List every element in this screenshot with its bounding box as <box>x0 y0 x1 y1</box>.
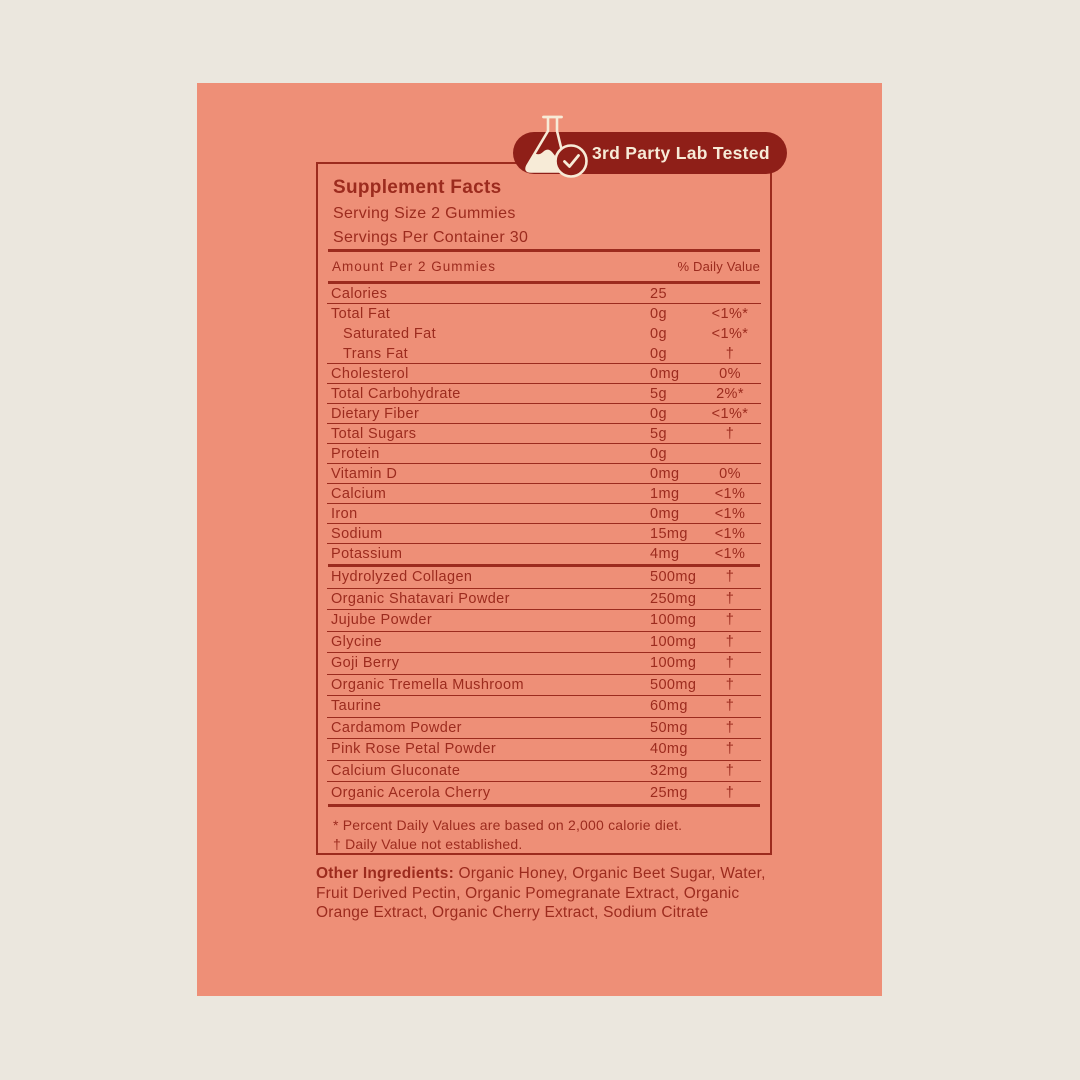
lab-tested-badge <box>513 132 787 174</box>
nutrient-amount: 0g <box>650 405 667 422</box>
table-row <box>327 610 761 632</box>
nutrient-daily-value: † <box>725 612 735 629</box>
table-row <box>327 404 761 424</box>
table-row <box>327 344 761 364</box>
nutrient-amount: 5g <box>650 385 667 402</box>
table-row <box>327 696 761 718</box>
nutrient-amount: 100mg <box>650 655 697 672</box>
nutrient-amount: 0g <box>650 326 667 342</box>
amount-column-header: Amount Per 2 Gummies <box>332 259 497 274</box>
nutrient-label: Jujube Powder <box>331 612 433 629</box>
nutrient-amount: 40mg <box>650 741 688 758</box>
nutrient-amount: 60mg <box>650 698 688 715</box>
table-row <box>327 782 761 804</box>
nutrients-table <box>318 284 770 564</box>
other-ingredients-text: Organic Honey, Organic Beet Sugar, Water, Fruit Derived Pectin, Organic Pomegranate Extract, Organic Orange Extract, Organic Cherry Extract, Sodium Citrate <box>316 865 766 921</box>
table-row <box>327 718 761 740</box>
nutrient-daily-value: † <box>725 590 735 607</box>
nutrient-label: Potassium <box>331 546 403 562</box>
nutrient-daily-value: <1% <box>714 525 746 542</box>
footnote-dagger: † Daily Value not established. <box>333 835 523 852</box>
table-row <box>327 284 761 304</box>
nutrient-daily-value: † <box>725 345 735 362</box>
nutrient-daily-value: <1% <box>714 505 746 522</box>
table-row <box>327 364 761 384</box>
nutrient-amount: 100mg <box>650 633 697 650</box>
nutrient-amount: 0g <box>650 445 667 462</box>
table-row <box>327 444 761 464</box>
table-row <box>327 675 761 697</box>
nutrient-label: Taurine <box>331 698 382 715</box>
nutrient-daily-value: <1%* <box>711 306 749 322</box>
nutrient-amount: 50mg <box>650 719 688 736</box>
table-row <box>327 544 761 564</box>
table-row <box>327 739 761 761</box>
nutrient-daily-value: <1% <box>714 485 746 502</box>
nutrient-daily-value: <1% <box>714 546 746 562</box>
footnote-daily-values: * Percent Daily Values are based on 2,000 calorie diet. <box>333 816 683 833</box>
nutrient-daily-value: 0% <box>719 465 741 482</box>
lab-flask-icon <box>515 112 591 178</box>
label-card <box>197 83 882 996</box>
nutrient-amount: 0g <box>650 306 667 322</box>
nutrient-amount: 4mg <box>650 546 680 562</box>
nutrient-amount: 0mg <box>650 465 680 482</box>
table-column-headers <box>318 252 770 281</box>
nutrient-amount: 5g <box>650 425 667 442</box>
nutrient-label: Vitamin D <box>331 465 398 482</box>
nutrient-daily-value: 0% <box>719 365 741 382</box>
table-row <box>327 761 761 783</box>
daily-value-column-header: % Daily Value <box>677 259 760 274</box>
supplement-facts-panel <box>316 162 772 855</box>
table-row <box>327 632 761 654</box>
nutrient-daily-value: <1%* <box>711 326 749 342</box>
nutrient-daily-value: † <box>725 784 735 801</box>
footnotes <box>318 807 770 854</box>
nutrient-label: Calories <box>331 285 388 302</box>
table-row <box>327 524 761 544</box>
table-row <box>327 589 761 611</box>
nutrient-label: Pink Rose Petal Powder <box>331 741 497 758</box>
nutrient-daily-value: † <box>725 676 735 693</box>
table-row <box>327 464 761 484</box>
nutrient-daily-value: † <box>725 425 735 442</box>
table-row <box>327 424 761 444</box>
nutrient-amount: 1mg <box>650 485 680 502</box>
nutrient-daily-value: † <box>725 719 735 736</box>
nutrient-daily-value: 2%* <box>716 385 744 402</box>
other-ingredients-label: Other Ingredients: <box>316 865 454 882</box>
nutrient-amount: 32mg <box>650 762 688 779</box>
servings-per-container: Servings Per Container 30 <box>333 228 529 246</box>
table-row <box>327 484 761 504</box>
table-row <box>327 304 761 324</box>
table-row <box>327 504 761 524</box>
nutrient-label: Organic Acerola Cherry <box>331 784 491 801</box>
nutrient-label: Hydrolyzed Collagen <box>331 569 473 586</box>
nutrient-daily-value: † <box>725 633 735 650</box>
other-ingredients <box>316 864 776 923</box>
nutrient-amount: 100mg <box>650 612 697 629</box>
nutrient-label: Total Fat <box>331 306 391 322</box>
nutrient-label: Iron <box>331 505 358 522</box>
nutrient-daily-value: † <box>725 569 735 586</box>
nutrient-label: Total Carbohydrate <box>331 385 461 402</box>
nutrient-daily-value: † <box>725 655 735 672</box>
nutrient-amount: 25mg <box>650 784 688 801</box>
serving-size: Serving Size 2 Gummies <box>333 205 516 222</box>
nutrient-label: Organic Shatavari Powder <box>331 590 510 607</box>
table-row <box>327 324 761 344</box>
panel-title: Supplement Facts <box>333 177 502 198</box>
nutrient-label: Organic Tremella Mushroom <box>331 676 524 693</box>
table-row <box>327 384 761 404</box>
nutrient-amount: 0mg <box>650 365 680 382</box>
nutrient-daily-value: † <box>725 741 735 758</box>
nutrient-label: Dietary Fiber <box>331 405 420 422</box>
nutrient-amount: 0g <box>650 345 667 362</box>
nutrient-daily-value: <1%* <box>711 405 749 422</box>
nutrient-daily-value: † <box>725 698 735 715</box>
nutrient-label: Goji Berry <box>331 655 400 672</box>
nutrient-label: Glycine <box>331 633 383 650</box>
nutrient-amount: 15mg <box>650 525 688 542</box>
table-row <box>327 567 761 589</box>
nutrient-amount: 500mg <box>650 676 697 693</box>
actives-table <box>318 567 770 804</box>
nutrient-label: Cardamom Powder <box>331 719 462 736</box>
nutrient-label: Cholesterol <box>331 365 409 382</box>
nutrient-label: Calcium Gluconate <box>331 762 461 779</box>
nutrient-label: Trans Fat <box>343 345 409 362</box>
nutrient-label: Sodium <box>331 525 383 542</box>
table-row <box>327 653 761 675</box>
lab-tested-label: 3rd Party Lab Tested <box>592 142 770 163</box>
nutrient-daily-value: † <box>725 762 735 779</box>
nutrient-label: Calcium <box>331 485 387 502</box>
nutrient-amount: 500mg <box>650 569 697 586</box>
nutrient-label: Protein <box>331 445 380 462</box>
nutrient-amount: 250mg <box>650 590 697 607</box>
nutrient-label: Total Sugars <box>331 425 417 442</box>
nutrient-amount: 0mg <box>650 505 680 522</box>
nutrient-amount: 25 <box>650 285 667 302</box>
checkmark-circle-icon <box>556 146 587 177</box>
nutrient-label: Saturated Fat <box>343 326 437 342</box>
